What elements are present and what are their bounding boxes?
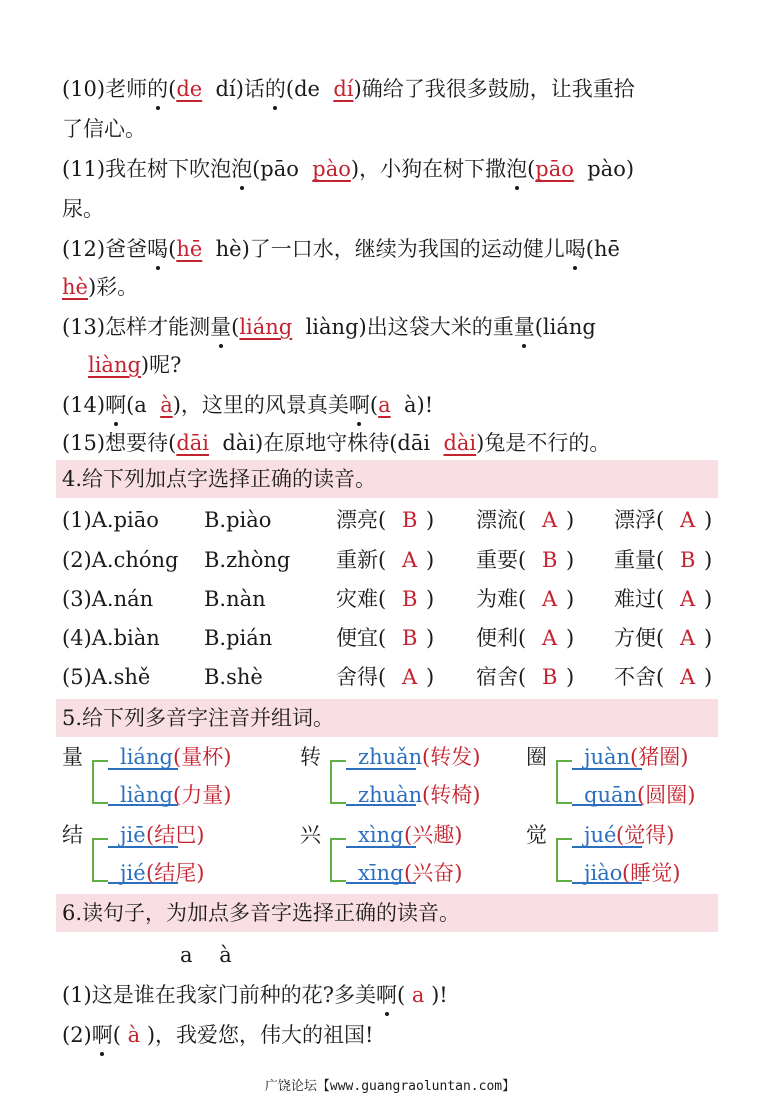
dotted-char: 量 [514, 312, 535, 342]
word: 灾难( [336, 587, 387, 611]
word-1: (觉得) [616, 823, 675, 847]
answer-letter: B [542, 548, 558, 572]
polyphonic-char: 兴 [300, 823, 321, 847]
word-1: (量杯) [173, 745, 232, 769]
answer-letter: B [402, 587, 418, 611]
bracket [92, 838, 108, 882]
word-2: (转椅) [422, 783, 481, 807]
pinyin-1: zhuǎn [358, 745, 423, 769]
answer-letter: A [680, 626, 696, 650]
option-a: (1)A.piāo [62, 508, 159, 532]
section-title: 5.给下列多音字注音并组词。 [62, 706, 335, 730]
question-6-2: (2)啊( à )，我爱您，伟大的祖国! [62, 1020, 373, 1050]
answer-letter: B [680, 548, 696, 572]
bracket [556, 838, 572, 882]
close-paren: ) [426, 665, 435, 689]
dotted-char: 泡 [506, 154, 527, 184]
pinyin-1: xìng [358, 823, 404, 847]
option-b: B.shè [204, 665, 263, 689]
answer-letter: A [402, 548, 418, 572]
word: 方便( [614, 626, 665, 650]
option-a: (3)A.nán [62, 587, 154, 611]
dotted-char: 喝 [147, 234, 168, 264]
option-b: B.pián [204, 626, 273, 650]
word: 不舍( [614, 665, 665, 689]
option-a: (2)A.chóng [62, 548, 179, 572]
answer-letter: B [402, 626, 418, 650]
pinyin-2: zhuàn [358, 783, 423, 807]
bracket [330, 760, 346, 804]
close-paren: ) [566, 587, 575, 611]
dotted-char: 量 [210, 312, 231, 342]
polyphonic-char: 量 [62, 745, 83, 769]
answer: a [378, 393, 391, 417]
pinyin-1: jué [584, 823, 617, 847]
answer: liàng [88, 353, 141, 377]
word: 便宜( [336, 626, 387, 650]
answer-letter: A [542, 626, 558, 650]
pinyin-1: liáng [120, 745, 173, 769]
answer: liáng [239, 315, 293, 339]
answer: dài [443, 431, 477, 455]
word: 便利( [476, 626, 527, 650]
word: 漂浮( [614, 508, 665, 532]
pinyin-2: quān [584, 783, 638, 807]
dotted-char: 的 [265, 74, 286, 104]
answer-letter: A [542, 508, 558, 532]
option-b: B.piào [204, 508, 272, 532]
close-paren: ) [426, 587, 435, 611]
pinyin-2: jiào [584, 861, 623, 885]
dotted-char: 待 [368, 428, 389, 458]
close-paren: ) [704, 587, 713, 611]
section-title: 6.读句子，为加点多音字选择正确的读音。 [62, 901, 461, 925]
bracket [92, 760, 108, 804]
word-2: (圆圈) [637, 783, 696, 807]
bracket [556, 760, 572, 804]
question-13: (13)怎样才能测量(liáng liàng)出这袋大米的重量(liáng [62, 312, 596, 342]
section-6-header [56, 894, 718, 932]
question-13-cont: liàng)呢? [88, 353, 182, 377]
question-12-cont: hè)彩。 [62, 275, 139, 299]
close-paren: ) [704, 548, 713, 572]
close-paren: ) [704, 626, 713, 650]
option-a: (4)A.biàn [62, 626, 160, 650]
answer: hē [176, 237, 203, 261]
close-paren: ) [566, 548, 575, 572]
answer: hè [62, 275, 88, 299]
polyphonic-char: 转 [300, 745, 321, 769]
dotted-char: 的 [147, 74, 168, 104]
dotted-char: 啊 [376, 980, 397, 1010]
answer-letter: A [680, 665, 696, 689]
pinyin-2: jié [120, 861, 146, 885]
pinyin-2: xīng [358, 861, 404, 885]
word-1: (猪圈) [630, 745, 689, 769]
answer: à [127, 1023, 141, 1047]
question-10: (10)老师的(de dí)话的(de dí)确给了我很多鼓励，让我重拾 [62, 74, 635, 104]
answer: pāo [535, 157, 574, 181]
word-2: (兴奋) [404, 861, 463, 885]
question-15: (15)想要待(dāi dài)在原地守株待(dāi dài)兔是不行的。 [62, 428, 610, 458]
answer: de [176, 77, 203, 101]
dotted-char: 喝 [565, 234, 586, 264]
close-paren: ) [426, 508, 435, 532]
pinyin-1: juàn [584, 745, 631, 769]
question-11-cont: 尿。 [62, 197, 104, 221]
section-4-header [56, 460, 718, 498]
word: 重要( [476, 548, 527, 572]
word-2: (睡觉) [622, 861, 681, 885]
dotted-char: 啊 [92, 1020, 113, 1050]
pinyin-1: jiē [120, 823, 146, 847]
close-paren: ) [704, 665, 713, 689]
pinyin-2: liàng [120, 783, 173, 807]
polyphonic-char: 结 [62, 823, 83, 847]
word: 为难( [476, 587, 527, 611]
option-a: (5)A.shě [62, 665, 151, 689]
polyphonic-char: 圈 [526, 745, 547, 769]
footer: 广饶论坛【www.guangraoluntan.com】 [264, 1079, 516, 1094]
question-14: (14)啊(a à)，这里的风景真美啊(a à)! [62, 390, 433, 420]
answer-letter: B [542, 665, 558, 689]
word-2: (结尾) [146, 861, 205, 885]
word-2: (力量) [173, 783, 232, 807]
dotted-char: 泡 [231, 154, 252, 184]
reading-options: a à [180, 943, 232, 967]
question-6-1: (1)这是谁在我家门前种的花?多美啊( a )! [62, 980, 448, 1010]
polyphonic-char: 觉 [526, 823, 547, 847]
answer: dí [333, 77, 354, 101]
word-1: (结巴) [146, 823, 205, 847]
close-paren: ) [566, 665, 575, 689]
answer-letter: A [680, 587, 696, 611]
answer: a [411, 983, 425, 1007]
section-title: 4.给下列加点字选择正确的读音。 [62, 467, 377, 491]
word: 舍得( [336, 665, 387, 689]
close-paren: ) [566, 508, 575, 532]
question-11: (11)我在树下吹泡泡(pāo pào)，小狗在树下撒泡(pāo pào) [62, 154, 634, 184]
close-paren: ) [426, 626, 435, 650]
word: 宿舍( [476, 665, 527, 689]
close-paren: ) [566, 626, 575, 650]
word-1: (兴趣) [404, 823, 463, 847]
close-paren: ) [704, 508, 713, 532]
option-b: B.zhòng [204, 548, 291, 572]
answer-letter: A [542, 587, 558, 611]
option-b: B.nàn [204, 587, 266, 611]
word: 漂亮( [336, 508, 387, 532]
question-10-cont: 了信心。 [62, 117, 146, 141]
footer-url: www.guangraoluntan.com [329, 1079, 503, 1094]
word: 难过( [614, 587, 665, 611]
close-paren: ) [426, 548, 435, 572]
bracket [330, 838, 346, 882]
answer-letter: A [680, 508, 696, 532]
answer: pào [312, 157, 351, 181]
dotted-char: 待 [147, 428, 168, 458]
word-1: (转发) [422, 745, 481, 769]
dotted-char: 啊 [349, 390, 370, 420]
answer: dāi [176, 431, 209, 455]
word: 漂流( [476, 508, 527, 532]
word: 重新( [336, 548, 387, 572]
answer-letter: B [402, 508, 418, 532]
word: 重量( [614, 548, 665, 572]
dotted-char: 啊 [105, 390, 126, 420]
answer-letter: A [402, 665, 418, 689]
question-12: (12)爸爸喝(hē hè)了一口水，继续为我国的运动健儿喝(hē [62, 234, 620, 264]
answer: à [160, 393, 173, 417]
section-5-header [56, 699, 718, 737]
